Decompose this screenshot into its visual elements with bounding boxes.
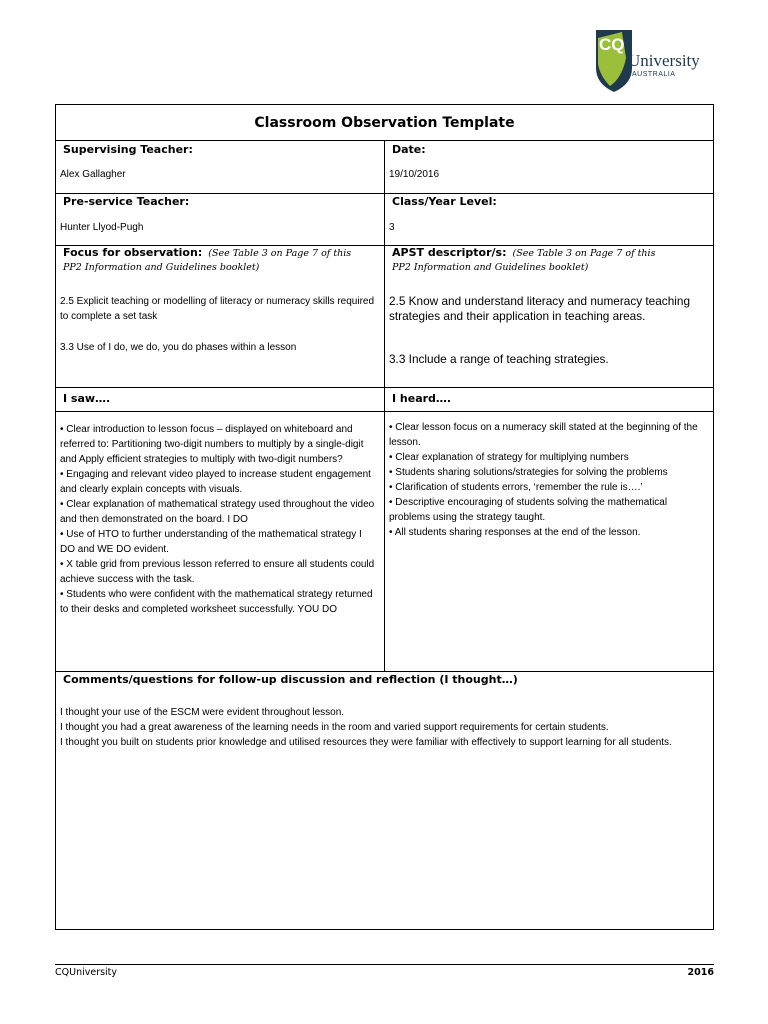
class-year-cell — [385, 194, 713, 245]
footer-divider — [55, 964, 714, 965]
preservice-teacher-cell — [56, 194, 385, 245]
focus-row — [56, 246, 713, 388]
comment-line: I thought you had a great awareness of the learning needs in the room and varied support requirements for certain students. — [60, 722, 609, 733]
list-item: • Students who were confident with the mathematical strategy returned to their desks and completed worksheet successfully. YOU DO — [60, 589, 373, 615]
focus-cell — [56, 246, 385, 387]
supervising-teacher-value: Alex Gallagher — [60, 169, 126, 180]
logo-name: University — [628, 51, 700, 70]
list-item: • Clarification of students errors, ‘remember the rule is….’ — [389, 482, 643, 493]
focus-note-line2: PP2 Information and Guidelines booklet) — [63, 262, 260, 273]
apst-item-1: 2.5 Know and understand literacy and numeracy teaching strategies and their application in teaching areas. — [389, 294, 691, 323]
comment-line: I thought you built on students prior knowledge and utilised resources they were familiar with effectively to support learning for all students. — [60, 737, 672, 748]
cqu-logo — [592, 28, 716, 94]
saw-heard-header-row — [56, 388, 713, 412]
preservice-row — [56, 194, 713, 246]
apst-label — [392, 246, 655, 259]
date-cell — [385, 141, 713, 193]
list-item: • Clear introduction to lesson focus – displayed on whiteboard and referred to: Partitioning two-digit numbers to multiply by a single-digit and Apply efficient strategies to multiply with two-digit numbers? — [60, 424, 364, 465]
list-item: • Clear explanation of mathematical strategy used throughout the video and then demonstrated on the board. I DO — [60, 499, 375, 525]
i-saw-header-cell — [56, 388, 385, 411]
date-label: Date: — [392, 143, 426, 156]
class-year-value: 3 — [389, 222, 395, 233]
date-value: 19/10/2016 — [389, 169, 440, 180]
footer-org: CQUniversity — [55, 967, 118, 978]
list-item: • Descriptive encouraging of students solving the mathematical problems using the strategy taught. — [389, 497, 668, 523]
supervising-teacher-cell — [56, 141, 385, 193]
apst-label-text: APST descriptor/s: — [392, 246, 507, 259]
list-item: • Engaging and relevant video played to increase student engagement and clearly explain concepts with visuals. — [60, 469, 371, 495]
logo-initials: CQ — [599, 35, 625, 54]
form-title: Classroom Observation Template — [254, 115, 515, 131]
i-heard-list — [389, 420, 707, 540]
focus-item-2: 3.3 Use of I do, we do, you do phases within a lesson — [60, 342, 297, 353]
focus-note-line1: (See Table 3 on Page 7 of this — [208, 248, 352, 259]
comments-label: Comments/questions for follow-up discussion and reflection (I thought…) — [63, 673, 518, 686]
list-item: • Students sharing solutions/strategies for solving the problems — [389, 467, 668, 478]
i-saw-cell — [56, 412, 385, 671]
comments-body — [60, 705, 707, 750]
focus-label — [63, 246, 351, 259]
preservice-teacher-label: Pre-service Teacher: — [63, 195, 190, 208]
focus-item-1: 2.5 Explicit teaching or modelling of literacy or numeracy skills required to complete a set task — [60, 296, 375, 322]
apst-cell — [385, 246, 713, 387]
list-item: • X table grid from previous lesson referred to ensure all students could achieve success with the task. — [60, 559, 375, 585]
apst-item-2: 3.3 Include a range of teaching strategies. — [389, 352, 609, 366]
saw-heard-body-row — [56, 412, 713, 672]
supervising-teacher-label: Supervising Teacher: — [63, 143, 193, 156]
apst-note-line2: PP2 Information and Guidelines booklet) — [392, 262, 589, 273]
list-item: • Clear lesson focus on a numeracy skill stated at the beginning of the lesson. — [389, 422, 698, 448]
focus-label-text: Focus for observation: — [63, 246, 203, 259]
observation-form — [55, 104, 714, 930]
class-year-label: Class/Year Level: — [392, 195, 497, 208]
list-item: • Use of HTO to further understanding of the mathematical strategy I DO and WE DO evident. — [60, 529, 362, 555]
teacher-row — [56, 141, 713, 194]
list-item: • Clear explanation of strategy for multiplying numbers — [389, 452, 629, 463]
list-item: • All students sharing responses at the end of the lesson. — [389, 527, 641, 538]
i-heard-label: I heard…. — [392, 392, 452, 405]
comments-row — [56, 672, 713, 929]
i-saw-list — [60, 422, 378, 617]
preservice-teacher-value: Hunter Llyod-Pugh — [60, 222, 144, 233]
i-heard-cell — [385, 412, 713, 671]
i-saw-label: I saw…. — [63, 392, 111, 405]
logo-country: AUSTRALIA — [632, 71, 676, 78]
comment-line: I thought your use of the ESCM were evident throughout lesson. — [60, 707, 345, 718]
apst-note-line1: (See Table 3 on Page 7 of this — [512, 248, 656, 259]
title-row — [56, 105, 713, 141]
footer-year: 2016 — [687, 967, 714, 978]
i-heard-header-cell — [385, 388, 713, 411]
